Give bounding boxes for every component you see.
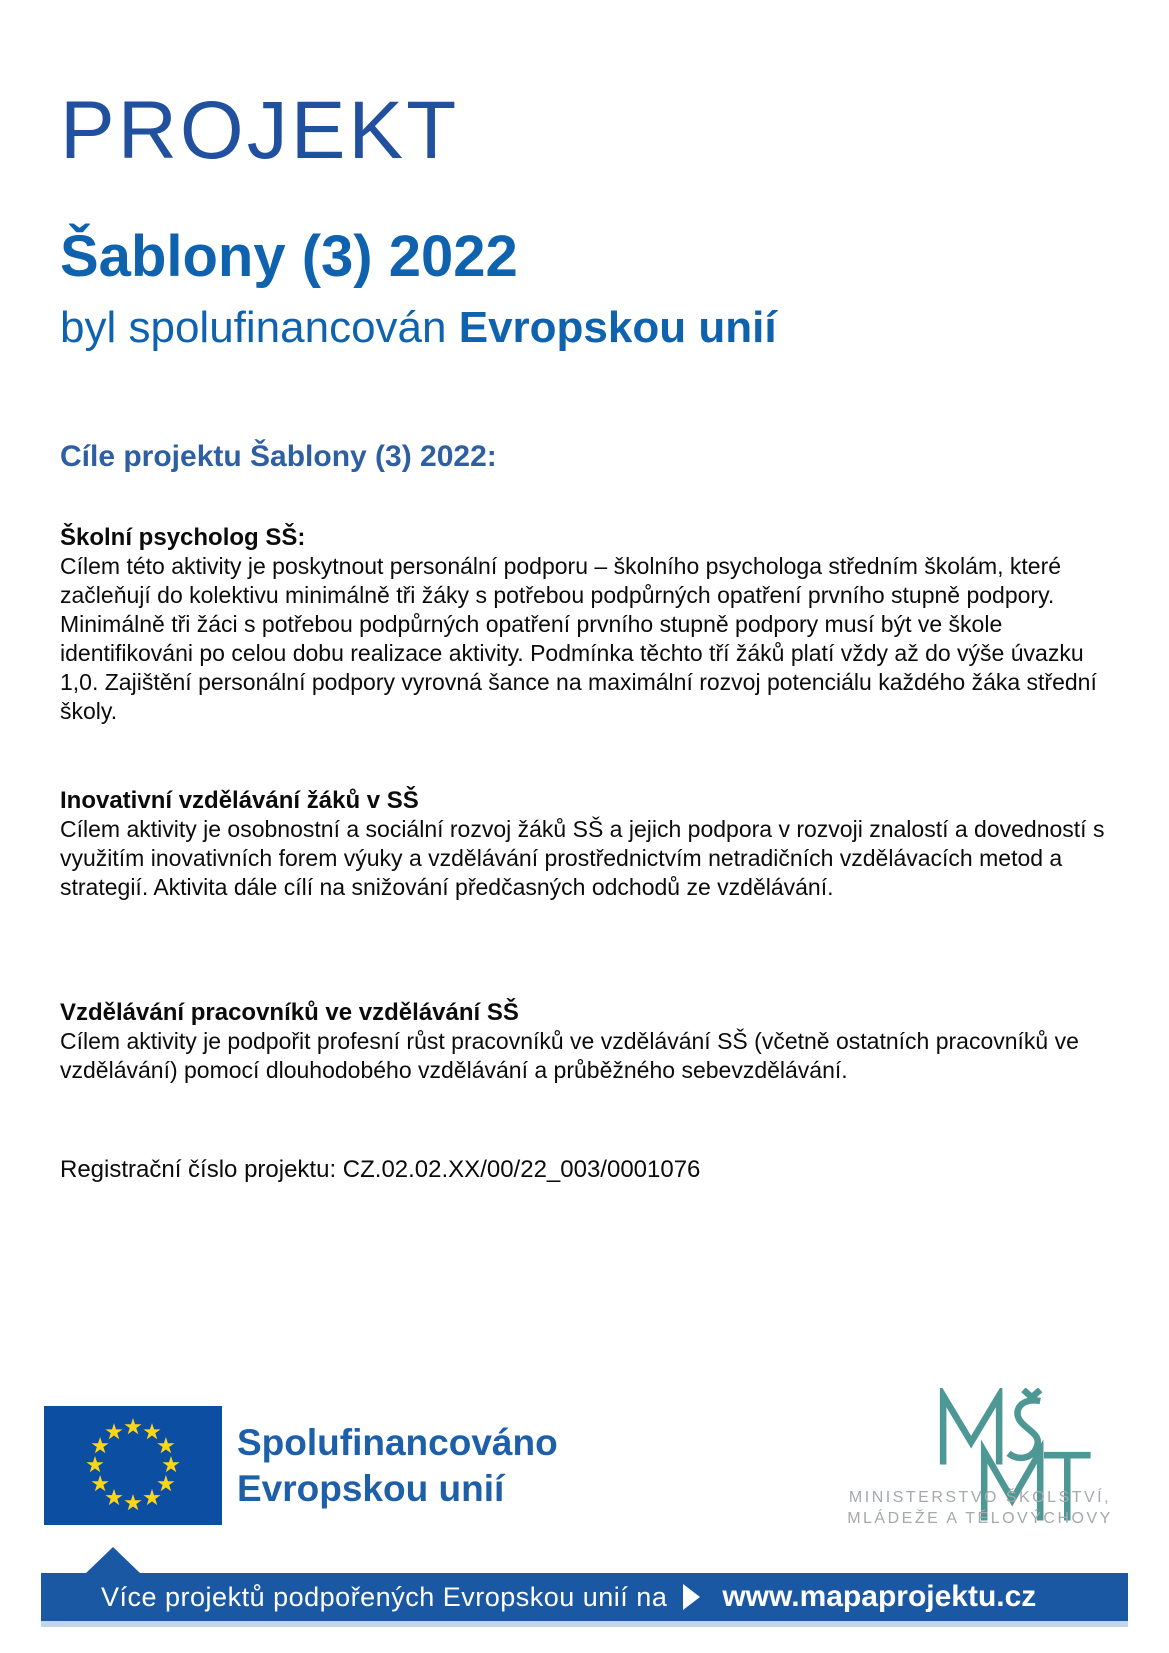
eu-cofinancing-line1: Spolufinancováno [237, 1422, 558, 1463]
section-heading: Inovativní vzdělávání žáků v SŠ [60, 787, 419, 814]
footer-bar-url[interactable]: www.mapaprojektu.cz [722, 1580, 1037, 1613]
footer-bar [41, 1573, 1128, 1621]
play-arrow-icon [683, 1584, 700, 1610]
subtitle-regular: byl spolufinancován [60, 303, 459, 352]
section-inovativni-vzdelavani [60, 786, 1112, 902]
page-subtitle [60, 303, 777, 352]
goals-heading: Cíle projektu Šablony (3) 2022: [60, 440, 497, 473]
page-title: Šablony (3) 2022 [60, 224, 518, 289]
kicker-projekt: PROJEKT [60, 85, 460, 176]
section-skolni-psycholog [60, 523, 1112, 726]
msmt-caption-line1: MINISTERSTVO ŠKOLSTVÍ, [848, 1489, 1112, 1506]
bar-pointer-triangle [85, 1547, 141, 1574]
section-vzdelavani-pracovniku [60, 998, 1112, 1085]
eu-cofinancing-line2: Evropskou unií [237, 1468, 505, 1509]
section-heading: Vzdělávání pracovníků ve vzdělávání SŠ [60, 999, 519, 1026]
section-body: Cílem aktivity je osobnostní a sociální rozvoj žáků SŠ a jejich podpora v rozvoji znalostí a dovedností s využitím inovativních forem výuky a vzdělávání prostřednictvím netradičních vzdělávacích metod a strategií. Aktivita dále cílí na snižování předčasných odchodů ze vzdělávání. [60, 816, 1105, 900]
footer-bar-text: Více projektů podpořených Evropskou unií na [101, 1581, 668, 1612]
msmt-caption [800, 1487, 1160, 1529]
section-heading: Školní psycholog SŠ: [60, 524, 306, 551]
eu-cofinancing-label [237, 1420, 558, 1512]
eu-flag-icon [44, 1406, 222, 1525]
registration-number: Registrační číslo projektu: CZ.02.02.XX/00/22_003/0001076 [60, 1156, 701, 1183]
subtitle-bold: Evropskou unií [458, 303, 777, 352]
footer-bar-underline [41, 1621, 1128, 1627]
section-body: Cílem aktivity je podpořit profesní růst pracovníků ve vzdělávání SŠ (včetně ostatních pracovníků ve vzdělávání) pomocí dlouhodobého vzdělávání a průběžného sebevzdělávání. [60, 1028, 1079, 1083]
section-body: Cílem této aktivity je poskytnout personální podporu – školního psychologa středním školám, které začleňují do kolektivu minimálně tři žáky s potřebou podpůrných opatření prvního stupně podpory. Minimálně tři žáci s potřebou podpůrných opatření prvního stupně podpory musí být ve škole identifikováni po celou dobu realizace aktivity. Podmínka těchto tří žáků platí vždy až do výše úvazku 1,0. Zajištění personální podpory vyrovná šance na maximální rozvoj potenciálu každého žáka střední školy. [60, 553, 1097, 724]
msmt-caption-line2: MLÁDEŽE A TĚLOVÝCHOVY [847, 1510, 1113, 1527]
